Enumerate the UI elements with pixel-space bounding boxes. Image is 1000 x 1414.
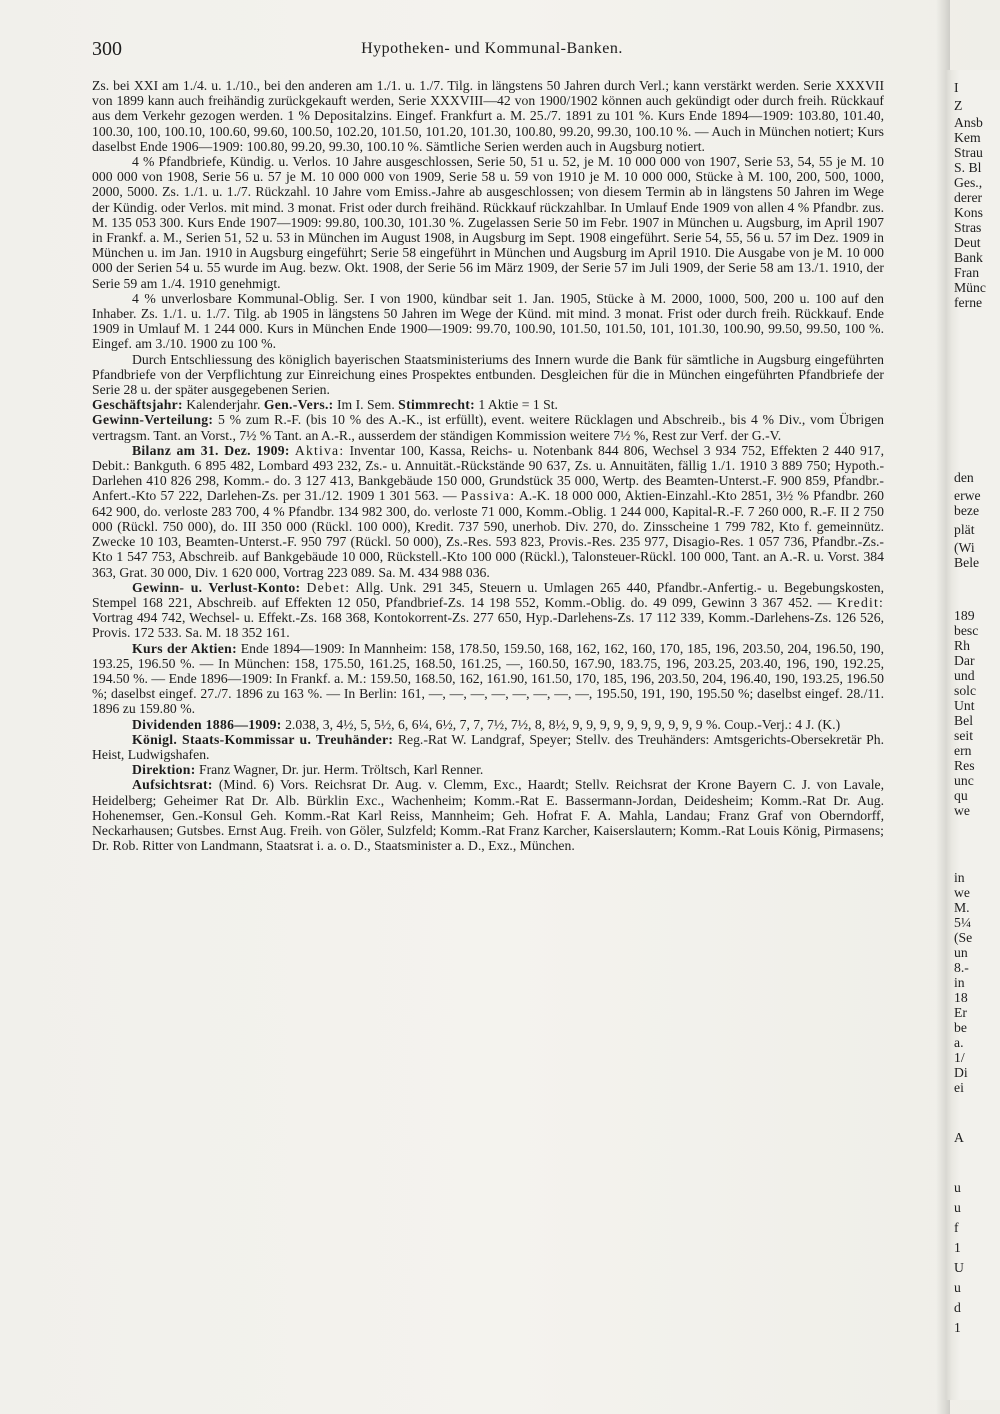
adjacent-page-line: A [954, 1130, 964, 1145]
debet-text: Allg. Unk. 291 345, Steuern u. Umlagen 265 440, Pfandbr.-Anfertig.- u. Begebungskosten, Stempel 168 221, Abschreib. auf Effekten 12 050, Pfandbrief-Zs. 14 198 552, Komm.-Oblig. do. 49 099, Gewinn 3 367 452. — [92, 579, 885, 610]
adjacent-page-line: Dar [954, 653, 975, 668]
adjacent-page-line: be [954, 1020, 967, 1035]
adjacent-page-line: 189 [954, 608, 975, 623]
adjacent-page-line: 1/ [954, 1050, 965, 1065]
adjacent-page-line: Strau [954, 145, 983, 160]
adjacent-page-line: Di [954, 1065, 968, 1080]
gen-vers-text: Im I. Sem. [336, 397, 395, 413]
adjacent-page-line: derer [954, 190, 983, 205]
adjacent-page-line: S. Bl [954, 160, 982, 175]
adjacent-page-line: u [954, 1200, 961, 1215]
adjacent-page-line: un [954, 945, 968, 960]
section-staatskommissar [92, 732, 884, 762]
adjacent-page-line: Bele [954, 555, 980, 570]
adjacent-page-line: Ansb [954, 115, 983, 130]
gewinn-verteilung-text: 5 % zum R.-F. (bis 10 % des A.-K., ist erfüllt), event. weitere Rücklagen und Abschreib., bis 4 % Div., vom Übrigen vertragsm. Tant. an Vorst., 7½ % Tant. an A.-R., ausserdem der ständigen Kommission weitere 7½ %, Rest zur Verf. der G.-V. [92, 412, 884, 443]
kredit-text: Vortrag 494 742, Wechsel- u. Effekt.-Zs. 168 368, Kontokorrent-Zs. 277 650, Hyp.-Darlehens-Zs. 17 112 339, Komm.-Darlehens-Zs. 126 526, Provis. 172 533. Sa. M. 18 352 161. [92, 610, 884, 641]
adjacent-page-line: unc [954, 773, 974, 788]
section-kurs-aktien [92, 641, 884, 717]
section-bilanz [92, 443, 884, 580]
adjacent-page-line: f [954, 1220, 959, 1235]
section-aufsichtsrat [92, 777, 884, 853]
adjacent-page-line: in [954, 870, 965, 885]
passiva-text: A.-K. 18 000 000, Aktien-Einzahl.-Kto 2851, 3½ % Pfandbr. 260 642 900, do. verloste 283 700, 4 % Pfandbr. 134 982 300, do. verloste 71 000, Komm.-Oblig. 1 244 000, Kapital-R.-F. 7 260 000, R.-F. II 2 750 000 (Rückl. 750 000), do. III 350 000 (Rückl. 100 000), Kredit. 737 590, unerhob. Div. 270, do. Zinsscheine 1 799 782, Kto f. gemeinnütz. Zwecke 10 103, Beamten-Unterst.-F. 950 797 (Rückl. 50 000), Zs.-Res. 593 823, Provis.-Res. 235 977, Disagio-Res. 1 057 736, Pfandbr.-Zs.-Kto 1 547 753, Abschreib. auf Bankgebäude 10 000, Rückstell.-Kto 100 000 (Rückl.), Talonsteuer-Rückl. 100 000, Tant. an A.-R. u. Vorst. 384 363, Grat. 30 000, Div. 1 620 000, Vortrag 223 089. Sa. M. 434 988 036. [92, 488, 885, 580]
stimmrecht-text: 1 Aktie = 1 St. [478, 397, 558, 413]
aufsichtsrat-text: (Mind. 6) Vors. Reichsrat Dr. Aug. v. Clemm, Exc., Haardt; Stellv. Reichsrat der Krone Bayern C. J. von Lavale, Heidelberg; Geheimer Rat Dr. Alb. Bürklin Exc., Wachenheim; Komm.-Rat E. Bassermann-Jordan, Deidesheim; Komm.-Rat Dr. Aug. Hohenemser, Gen.-Konsul Geh. Komm.-Rat Karl Reiss, Mannheim; Geh. Hofrat F. A. Mahla, Landau; Franz Graf von Oberndorff, Neckarhausen; Gutsbes. Ernst Aug. Freih. von Göler, Sulzfeld; Komm.-Rat Franz Karcher, Kaiserslautern; Komm.-Rat Louis König, Pirmasens; Dr. Rob. Ritter von Landmann, Staatsrat i. a. o. D., Staatsminister a. D., Exz., München. [92, 777, 885, 854]
stimmrecht-label: Stimmrecht: [398, 397, 475, 413]
adjacent-page-line: Z [954, 98, 963, 113]
kurs-aktien-text: Ende 1894—1909: In Mannheim: 158, 178.50, 159.50, 168, 162, 162, 160, 170, 185, 196, 203.50, 204, 196.50, 190, 193.25, 196.50 %. — In München: 158, 175.50, 161.25, 168.50, 161.25, —, 160.50, 167.90, 183.75, 196, 203.25, 203.40, 196, 190, 192.25, 194.50 %. — Ende 1896—1909: In Frankf. a. M.: 159.50, 168.50, 162, 161.90, 161.50, 170, 185, 196, 203.50, 204, 196.40, 190, 193.25, 196.50 %; daselbst eingef. 27./7. 1896 zu 163 %. — In Berlin: 161, —, —, —, —, —, —, —, —, 195.50, 191, 190, 195.50 %; daselbst eingef. 28./11. 1896 zu 159.80 %. [92, 640, 885, 717]
paragraph-kommunal-oblig: 4 % unverlosbare Kommunal-Oblig. Ser. I von 1900, kündbar seit 1. Jan. 1905, Stücke à M. 2000, 1000, 500, 200 u. 100 auf den Inhaber. Zs. 1./1. u. 1./7. Tilg. ab 1905 in längstens 50 Jahren im Wege der Künd. mit mind. 3 monat. Frist oder durch freih. Rückkauf. Ende 1909 in Umlauf M. 1 244 000. Kurs in München Ende 1900—1909: 99.70, 100.90, 101.50, 101.50, 101, 101.30, 100.90, 99.50, 99.50, 100 %. Eingef. am 3./10. 1900 zu 100 %. [92, 290, 884, 352]
adjacent-page-line: erwe [954, 488, 981, 503]
adjacent-page-line: u [954, 1180, 961, 1195]
adjacent-page-line: I [954, 80, 959, 95]
dividenden-label: Dividenden 1886—1909: [132, 716, 282, 732]
adjacent-page-line: Rh [954, 638, 970, 653]
paragraph-pfandbriefe-4pct: 4 % Pfandbriefe, Kündig. u. Verlos. 10 Jahre ausgeschlossen, Serie 50, 51 u. 52, je M. 10 000 000 von 1907, Serie 53, 54, 55 je M. 10 000 000 von 1908, Serie 56 u. 57 je M. 10 000 000 von 1909, Serie 58 u. 59 von 1910 je M. 10 000 000, Stücke à M. 100, 200, 500, 1000, 2000, 5000. Zs. 1./1. u. 1./7. Rückzahl. 10 Jahre vom Emiss.-Jahre ab ausgeschlossen; von diesem Termin ab in längstens 50 Jahren im Wege der Kündig. oder Verlos. mit mind. 3 monat. Frist oder durch freihänd. Rückkauf rückzahlbar. In Umlauf Ende 1909 von allen 4 % Pfandbr. zus. M. 135 053 300. Kurs Ende 1907—1909: 99.80, 100.30, 101.30 %. Zugelassen Serie 50 im Febr. 1907 in München u. Augsburg, im April 1907 in Frankf. a. M., Serien 51, 52 u. 53 in München im August 1908, in Augsburg im Sept. 1908 eingeführt. Serie 54, 55, 56 u. 57 im Dez. 1909 in München u. im Jan. 1910 in Augsburg eingeführt; Serie 58 eingeführt in München und Augsburg im April 1910. Die Ausgabe von je M. 10 000 000 der Serien 54 u. 55 wurde im Aug. bezw. Okt. 1908, der Serie 56 im März 1909, der Serie 57 im Juli 1909, der Serie 58 am 13./1. 1910, der Serie 59 am 1./4. 1910 genehmigt. [92, 154, 884, 291]
adjacent-page-line: beze [954, 503, 980, 518]
adjacent-page-line: u [954, 1280, 961, 1295]
main-text [92, 78, 884, 853]
adjacent-page-line: Bel [954, 713, 974, 728]
adjacent-page-line: we [954, 885, 970, 900]
section-gewinn-verteilung [92, 412, 884, 442]
dividenden-text: 2.038, 3, 4½, 5, 5½, 6, 6¼, 6½, 7, 7, 7½, 7½, 8, 8½, 9, 9, 9, 9, 9, 9, 9, 9, 9, 9 %. Coup.-Verj.: 4 J. (K.) [285, 716, 841, 732]
adjacent-page-fragment [946, 70, 1000, 1400]
adjacent-page-line: a. [954, 1035, 964, 1050]
paragraph-entschliessung: Durch Entschliessung des königlich bayerischen Staatsministeriums des Innern wurde die Bank für sämtliche in Augsburg eingeführten Pfandbriefe von der Verpflichtung zur Einreichung eines Prospektes entbunden. Desgleichen für die in München eingeführten Pfandbriefe der Serie 28 u. der später ausgegebenen Serien. [92, 351, 884, 398]
adjacent-page-line: seit [954, 728, 974, 743]
paragraph-pfandbriefe-old: Zs. bei XXI am 1./4. u. 1./10., bei den anderen am 1./1. u. 1./7. Tilg. in längstens 50 Jahren durch Verl.; kann verstärkt werden. Serie XXXVII von 1899 kann auch freihändig zurückgekauft werden, Serie XXXVIII—42 von 1900/1902 können auch gekündigt oder durch freih. Rückkauf aus dem Verkehr gezogen werden. 1 % Depositalzins. Eingef. Frankfurt a. M. 25./7. 1891 zu 101 %. Kurs Ende 1894—1909: 103.80, 101.40, 100.30, 100, 100.10, 100.60, 99.60, 100.50, 102.20, 101.50, 101.20, 101.30, 100.80, 99.20, 99.30, 100.10 %. — Auch in München notiert; Kurs daselbst Ende 1906—1909: 100.80, 99.20, 99.30, 100.10 %. Sämtliche Serien werden auch in Augsburg notiert. [92, 78, 884, 154]
gewinn-verlust-label: Gewinn- u. Verlust-Konto: [132, 579, 301, 595]
staatskommissar-text: Reg.-Rat W. Landgraf, Speyer; Stellv. des Treuhänders: Amtsgerichts-Obersekretär Ph. Heist, Ludwigshafen. [92, 731, 885, 762]
section-geschaeftsjahr [92, 397, 884, 412]
adjacent-page-line: 1 [954, 1320, 961, 1335]
adjacent-page-line: und [954, 668, 975, 683]
adjacent-page-line: Deut [954, 235, 981, 250]
adjacent-page-line: (Wi [954, 540, 975, 555]
adjacent-page-line: Res [954, 758, 975, 773]
adjacent-page-line: (Se [954, 930, 973, 945]
adjacent-page-line: M. [954, 900, 970, 915]
kredit-label: Kredit: [836, 594, 885, 610]
adjacent-page-line: plät [954, 522, 975, 537]
adjacent-page-line: Bank [954, 250, 983, 265]
direktion-label: Direktion: [132, 762, 196, 778]
adjacent-page-line: 18 [954, 990, 968, 1005]
gen-vers-label: Gen.-Vers.: [263, 397, 334, 413]
adjacent-page-line: d [954, 1300, 961, 1315]
adjacent-page-line: in [954, 975, 965, 990]
adjacent-page-line: solc [954, 683, 977, 698]
adjacent-page-line: Kons [954, 205, 983, 220]
adjacent-page-line: Fran [954, 265, 980, 280]
aufsichtsrat-label: Aufsichtsrat: [132, 777, 213, 793]
running-head: Hypotheken- und Kommunal-Banken. [361, 40, 623, 57]
geschaeftsjahr-label: Geschäftsjahr: [92, 397, 183, 413]
aktiva-label: Aktiva: [294, 442, 345, 458]
adjacent-page-line: besc [954, 623, 979, 638]
adjacent-page-line: ern [954, 743, 972, 758]
adjacent-page-line: Münc [954, 280, 986, 295]
bilanz-label: Bilanz am 31. Dez. 1909: [132, 442, 290, 458]
staatskommissar-label: Königl. Staats-Kommissar u. Treuhänder: [132, 731, 394, 747]
passiva-label: Passiva: [460, 488, 516, 504]
adjacent-page-line: 8.- [954, 960, 969, 975]
adjacent-page-line: Kem [954, 130, 981, 145]
section-direktion [92, 762, 884, 777]
geschaeftsjahr-text: Kalenderjahr. [186, 397, 261, 413]
adjacent-page-line: den [954, 470, 974, 485]
debet-label: Debet: [306, 579, 351, 595]
adjacent-page-line: Unt [954, 698, 975, 713]
adjacent-page-line: ferne [954, 295, 983, 310]
section-dividenden [92, 717, 884, 732]
adjacent-page-line: Er [954, 1005, 967, 1020]
adjacent-page-line: we [954, 803, 970, 818]
adjacent-page-line: 5¼ [954, 915, 972, 930]
adjacent-page-line: qu [954, 788, 968, 803]
aktiva-text: Inventar 100, Kassa, Reichs- u. Notenbank 844 806, Wechsel 3 934 752, Effekten 2 440 917, Debit.: Bankguth. 6 895 482, Lombard 493 232, Zs.- u. Annuität.-Rückstände 90 637, Zs. u. Annuitäten, fällig 1./1. 1910 3 889 750; Hypoth.-Darlehen 410 826 298, Komm.- do. 3 127 413, Bankgebäude 150 000, Grundstück 35 000, Wertp. des Beamten-Unterst.-F. 900 859, Pfandbr.-Anfert.-Kto 57 222, Darlehen-Zs. per 31./12. 1909 1 301 563. — [92, 442, 885, 504]
section-gewinn-verlust [92, 580, 884, 641]
adjacent-page-line: ei [954, 1080, 964, 1095]
direktion-text: Franz Wagner, Dr. jur. Herm. Tröltsch, Karl Renner. [199, 762, 484, 778]
adjacent-page-line: Ges., [954, 175, 983, 190]
gewinn-verteilung-label: Gewinn-Verteilung: [92, 412, 214, 428]
adjacent-page-line: 1 [954, 1240, 961, 1255]
adjacent-page-line: U [954, 1260, 964, 1275]
adjacent-page-line: Stras [954, 220, 982, 235]
kurs-aktien-label: Kurs der Aktien: [132, 640, 237, 656]
page-number: 300 [92, 38, 122, 60]
page-header [92, 38, 892, 60]
